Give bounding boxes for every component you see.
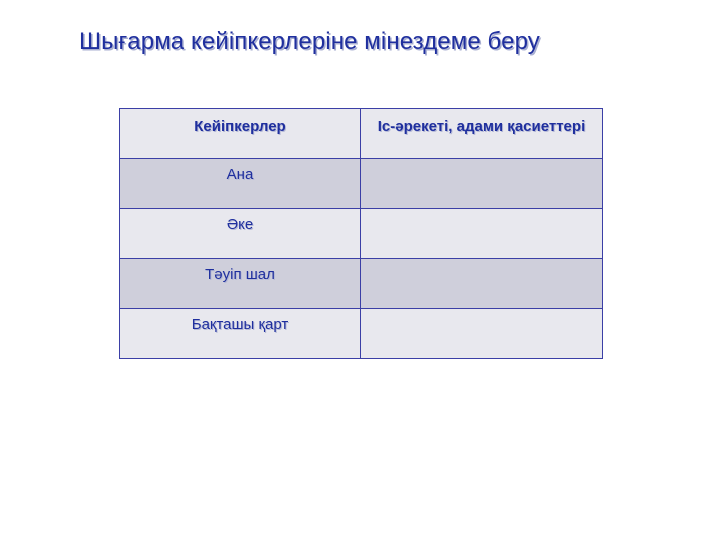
table-header-row bbox=[120, 109, 603, 159]
header-characters: Кейіпкерлер bbox=[120, 109, 361, 159]
character-name-cell: Бақташы қарт bbox=[120, 309, 361, 359]
character-traits-cell bbox=[361, 209, 603, 259]
character-traits-cell bbox=[361, 259, 603, 309]
character-traits-cell bbox=[361, 309, 603, 359]
character-traits-cell bbox=[361, 159, 603, 209]
characters-table bbox=[119, 108, 603, 359]
table-row bbox=[120, 159, 603, 209]
table-row bbox=[120, 309, 603, 359]
table-row bbox=[120, 209, 603, 259]
header-traits: Іс-әрекеті, адами қасиеттері bbox=[361, 109, 603, 159]
character-name-cell: Тәуіп шал bbox=[120, 259, 361, 309]
table-row bbox=[120, 259, 603, 309]
character-name-cell: Ана bbox=[120, 159, 361, 209]
slide-title: Шығарма кейіпкерлеріне мінездеме беру bbox=[79, 28, 540, 55]
character-name-cell: Әке bbox=[120, 209, 361, 259]
